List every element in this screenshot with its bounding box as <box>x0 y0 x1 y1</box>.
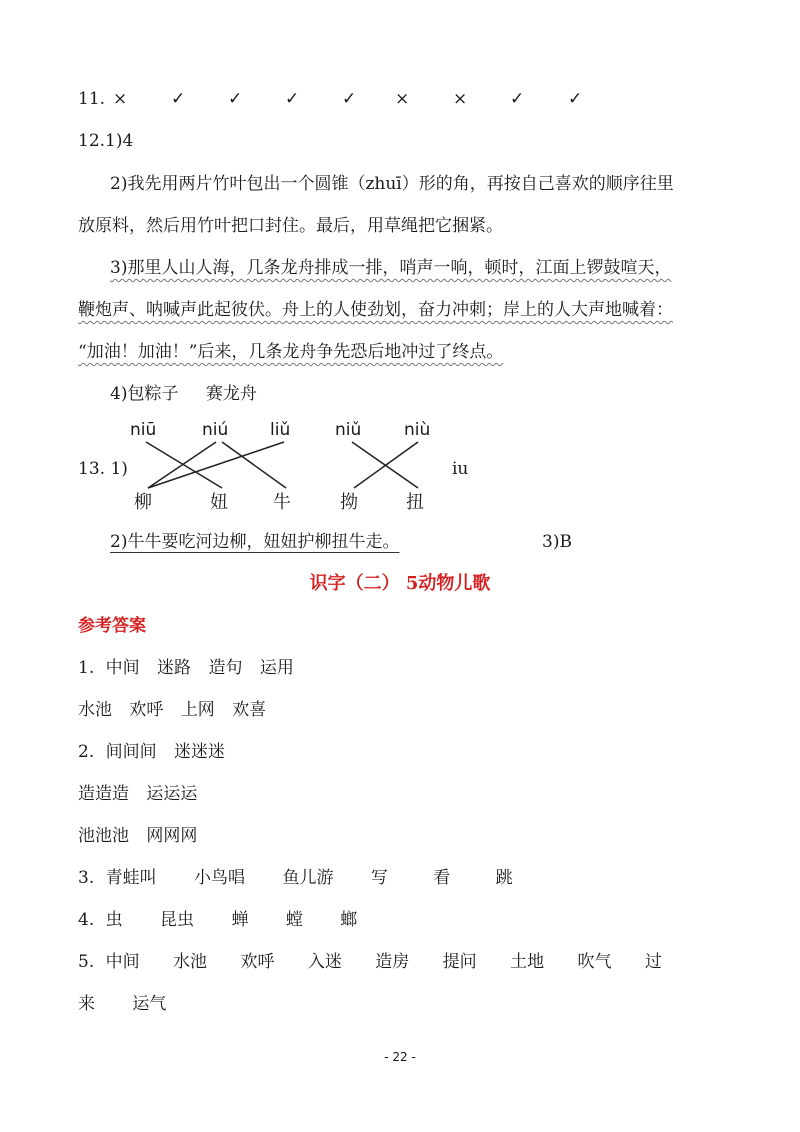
answer-word: 提问 <box>442 952 477 972</box>
hanzi-niu-cow: 牛 <box>273 492 291 513</box>
q13-a3: 3)B <box>542 532 572 552</box>
q13-a2: 2)牛牛要吃河边柳，妞妞护柳扭牛走。 <box>110 532 400 552</box>
answer-num: 1. <box>78 658 95 678</box>
answer-word: 池池池 <box>78 826 129 846</box>
answer-word: 螳 <box>285 910 303 930</box>
answer-word: 运运运 <box>146 784 198 804</box>
answer-num: 3. <box>78 868 95 888</box>
q12-a4-first: 4)包粽子 <box>110 384 179 404</box>
answer-mark: ✓ <box>228 89 243 109</box>
answer-heading: 参考答案 <box>78 616 146 636</box>
answer-num: 5. <box>78 952 95 972</box>
answer-word: 吹气 <box>577 952 612 972</box>
hanzi-liu: 柳 <box>134 492 152 513</box>
q13-label: 13. 1) <box>78 459 128 479</box>
answer-line-2c <box>78 825 197 847</box>
answer-line-1b <box>78 699 266 721</box>
answer-mark: × <box>453 89 468 109</box>
answer-word: 造房 <box>375 952 410 972</box>
answer-word: 看 <box>433 868 451 888</box>
answer-line-3 <box>78 867 513 889</box>
q12-a4-second: 赛龙舟 <box>205 384 257 404</box>
answer-word: 欢呼 <box>240 952 275 972</box>
answer-word: 入迷 <box>307 952 342 972</box>
answer-word: 网网网 <box>146 826 198 846</box>
answer-word: 水池 <box>173 952 208 972</box>
answer-word: 来 <box>78 994 95 1014</box>
answer-word: 中间 <box>105 952 140 972</box>
answer-line-5a <box>78 951 662 973</box>
answer-mark: ✓ <box>568 89 583 109</box>
answer-word: 虫 <box>105 910 123 930</box>
answer-num: 2. <box>78 742 95 762</box>
answer-word: 昆虫 <box>160 910 195 930</box>
q12-a3-line1: 3)那里人山人海，几条龙舟排成一排，哨声一响，顿时，江面上锣鼓喧天， <box>110 258 672 278</box>
pinyin-niu1: niū <box>130 420 157 440</box>
answer-word: 青蛙叫 <box>105 868 157 888</box>
answer-line-1a <box>78 657 294 679</box>
hanzi-niu-twist: 扭 <box>406 492 424 513</box>
q12-a2-line1: 2)我先用两片竹叶包出一个圆锥（zhuī）形的角，再按自己喜欢的顺序往里 <box>110 174 674 194</box>
hanzi-niu-girl: 妞 <box>210 492 228 513</box>
answer-word: 土地 <box>510 952 545 972</box>
answer-mark: ✓ <box>342 89 357 109</box>
q12-a3-line2: 鞭炮声、呐喊声此起彼伏。舟上的人使劲划，奋力冲刺；岸上的人大声地喊着： <box>78 300 673 320</box>
answer-mark: ✓ <box>510 89 525 109</box>
answer-mark: ✓ <box>285 89 300 109</box>
answer-line-5b <box>78 993 166 1015</box>
answer-word: 运用 <box>259 658 294 678</box>
answer-line-2b <box>78 783 197 805</box>
answer-mark: × <box>113 89 128 109</box>
pinyin-niu4: niù <box>404 420 431 440</box>
q12-a2-line2: 放原料，然后用竹叶把口封住。最后，用草绳把它捆紧。 <box>78 216 503 236</box>
q12-a3-line3: “加油！加油！”后来，几条龙舟争先恐后地冲过了终点。 <box>78 342 504 362</box>
answer-num: 4. <box>78 910 95 930</box>
answer-word: 间间间 <box>105 742 157 762</box>
answer-word: 迷路 <box>157 658 192 678</box>
answer-word: 欢喜 <box>232 700 267 720</box>
answer-line-2a <box>78 741 225 763</box>
q11-label: 11. <box>78 89 106 109</box>
answer-word: 螂 <box>340 910 358 930</box>
answer-word: 运气 <box>132 994 167 1014</box>
answer-word: 上网 <box>180 700 215 720</box>
pinyin-niu2: niú <box>202 420 229 440</box>
answer-word: 水池 <box>78 700 112 720</box>
answer-mark: ✓ <box>171 89 186 109</box>
answer-word: 过 <box>644 952 662 972</box>
pinyin-niu3: niǔ <box>335 420 362 440</box>
q13-a2-row <box>110 531 399 553</box>
q12-label: 12. <box>78 131 106 151</box>
section-title: 识字（二） 5动物儿歌 <box>309 573 491 594</box>
answer-word: 中间 <box>105 658 140 678</box>
answer-word: 欢呼 <box>129 700 164 720</box>
answer-word: 蝉 <box>231 910 249 930</box>
hanzi-ao: 拗 <box>340 492 358 513</box>
answer-word: 造句 <box>208 658 243 678</box>
answer-line-4 <box>78 909 357 931</box>
q13-extra: iu <box>452 459 469 479</box>
answer-word: 跳 <box>495 868 513 888</box>
answer-word: 鱼儿游 <box>282 868 334 888</box>
pinyin-liu3: liǔ <box>270 420 291 440</box>
q12-a1-text: 1)4 <box>105 131 134 151</box>
page-number: - 22 - <box>384 1050 416 1064</box>
answer-word: 迷迷迷 <box>174 742 226 762</box>
answer-word: 造造造 <box>78 784 129 804</box>
answer-word: 小鸟唱 <box>194 868 246 888</box>
answer-mark: × <box>395 89 410 109</box>
answer-word: 写 <box>370 868 388 888</box>
